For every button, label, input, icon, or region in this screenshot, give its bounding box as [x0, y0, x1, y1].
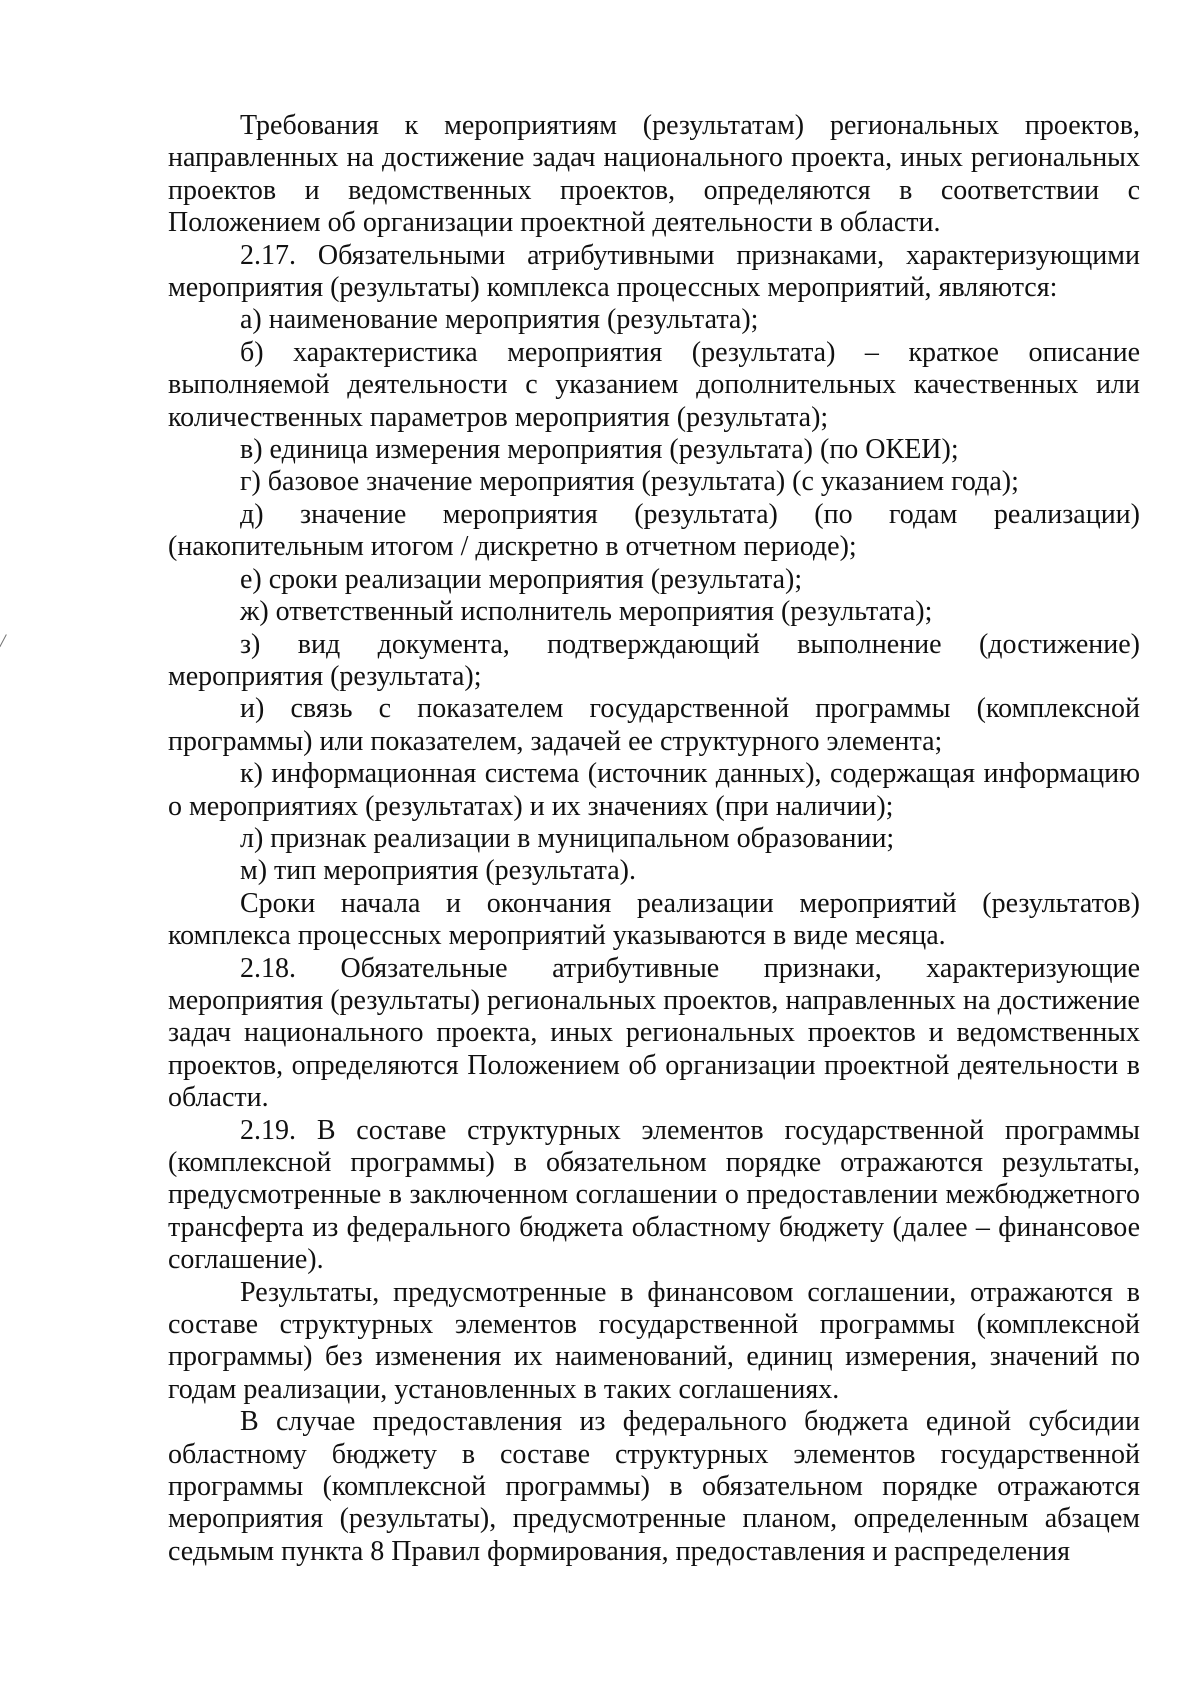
list-item-k: к) информационная система (источник данных), содержащая информацию о мероприятиях (результатах) и их значениях (при наличии);	[168, 758, 1140, 822]
list-item-z: з) вид документа, подтверждающий выполнение (достижение) мероприятия (результата);	[168, 628, 1140, 692]
document-body	[168, 110, 1140, 1568]
paragraph-2-18: 2.18. Обязательные атрибутивные признаки, характеризующие мероприятия (результаты) региональных проектов, направленных на достижение задач национального проекта, иных региональных проектов и ведомственных проектов, определяются Положением об организации проектной деятельности в области.	[168, 952, 1140, 1114]
list-item-l: л) признак реализации в муниципальном образовании;	[240, 822, 895, 854]
list-item-a: а) наименование мероприятия (результата);	[240, 304, 759, 336]
scan-mark	[0, 634, 16, 652]
list-item-i: и) связь с показателем государственной программы (комплексной программы) или показателем, задачей ее структурного элемента;	[168, 693, 1140, 757]
list-item-b: б) характеристика мероприятия (результата) – краткое описание выполняемой деятельности с указанием дополнительных качественных или количественных параметров мероприятия (результата);	[168, 336, 1140, 433]
paragraph-requirements-regional: Требования к мероприятиям (результатам) региональных проектов, направленных на достижение задач национального проекта, иных региональных проектов и ведомственных проектов, определяются в соответствии с Положением об организации проектной деятельности в области.	[168, 110, 1140, 239]
list-item-g: г) базовое значение мероприятия (результата) (с указанием года);	[240, 466, 1019, 498]
paragraph-2-17: 2.17. Обязательными атрибутивными признаками, характеризующими мероприятия (результаты) комплекса процессных мероприятий, являются:	[168, 239, 1140, 304]
list-item-e: е) сроки реализации мероприятия (результата);	[240, 563, 803, 595]
list-item-v: в) единица измерения мероприятия (результата) (по ОКЕИ);	[240, 434, 959, 466]
list-item-zh: ж) ответственный исполнитель мероприятия (результата);	[240, 596, 933, 628]
paragraph-single-subsidy: В случае предоставления из федерального бюджета единой субсидии областному бюджету в составе структурных элементов государственной программы (комплексной программы) в обязательном порядке отражаются мероприятия (результаты), предусмотренные планом, определенным абзацем седьмым пункта 8 Правил формирования, предоставления и распределения	[168, 1406, 1140, 1567]
paragraph-2-19: 2.19. В составе структурных элементов государственной программы (комплексной программы) в обязательном порядке отражаются результаты, предусмотренные в заключенном соглашении о предоставлении межбюджетного трансферта из федерального бюджета областному бюджету (далее – финансовое соглашение).	[168, 1114, 1140, 1276]
paragraph-results-agreement: Результаты, предусмотренные в финансовом соглашении, отражаются в составе структурных элементов государственной программы (комплексной программы) без изменения их наименований, единиц измерения, значений по годам реализации, установленных в таких соглашениях.	[168, 1276, 1140, 1405]
paragraph-dates: Сроки начала и окончания реализации мероприятий (результатов) комплекса процессных мероприятий указываются в виде месяца.	[168, 887, 1140, 952]
list-item-d: д) значение мероприятия (результата) (по годам реализации) (накопительным итогом / дискретно в отчетном периоде);	[168, 498, 1140, 563]
list-item-m: м) тип мероприятия (результата).	[240, 855, 636, 887]
